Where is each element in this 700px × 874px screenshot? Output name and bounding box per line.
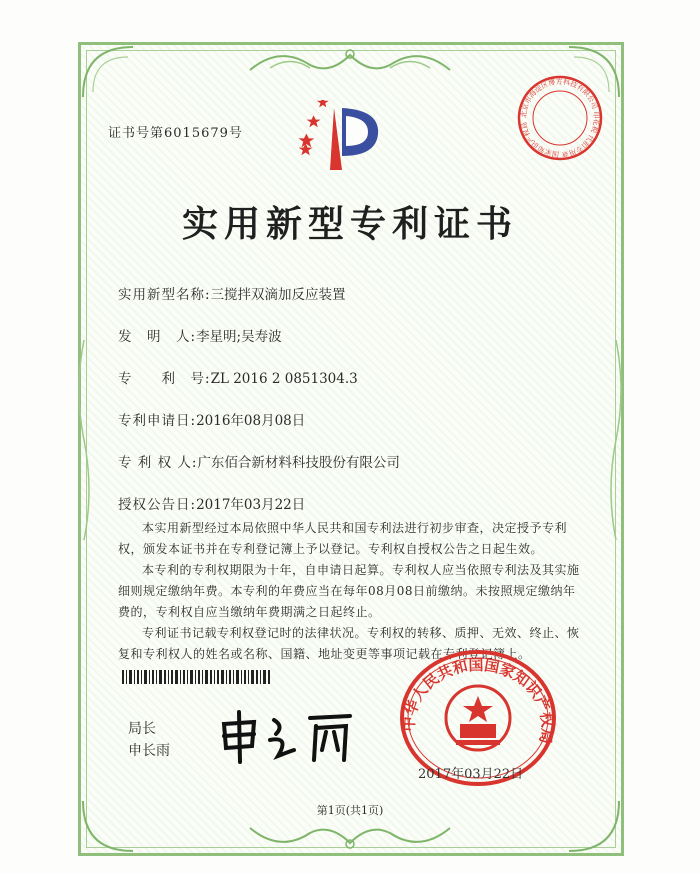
seal-outer-text: 中华人民共和国国家知识产权局	[399, 655, 557, 746]
field-filing-date	[118, 409, 305, 429]
stamp-duty-seal	[516, 74, 604, 162]
barcode-icon	[122, 670, 270, 684]
field-value: 2017年03月22日	[196, 497, 306, 513]
field-inventor	[118, 325, 282, 345]
field-patentee	[118, 451, 400, 471]
paragraph-legal-status: 专利证书记载专利权登记时的法律状况。专利权的转移、质押、无效、终止、恢复和专利权人的姓名或名称、国籍、地址变更等事项记载在专利登记簿上。	[118, 626, 580, 661]
field-label: 专 利 权 人:	[118, 455, 198, 471]
field-label: 专利申请日:	[118, 413, 197, 429]
field-label: 专 利 号:	[118, 371, 211, 387]
field-label: 授权公告日:	[118, 497, 197, 513]
field-label: 发 明 人:	[118, 329, 197, 345]
field-utility-model-name	[118, 283, 346, 303]
certificate-number: 证书号第6015679号	[108, 126, 243, 141]
field-value: 2016年08月08日	[196, 413, 306, 429]
handwritten-signature	[218, 706, 358, 766]
field-value: 三搅拌双滴加反应装置	[210, 287, 346, 303]
field-value: ZL 2016 2 0851304.3	[210, 371, 358, 387]
director-title: 局长	[128, 721, 156, 737]
certificate-title: 实用新型专利证书	[181, 203, 518, 245]
field-grant-date	[118, 493, 305, 513]
paragraph-term-statement: 本专利的专利权期限为十年，自申请日起算。专利权人应当依照专利法及其实施细则规定缴纳年费。本专利的年费应当在每年08月08日前缴纳。未按照规定缴纳年费的，专利权自应当缴纳年费期满之日起终止。	[118, 563, 580, 619]
cnipa-emblem-icon	[290, 100, 390, 180]
small-seal-text: 北京市海淀区博方科技有限公司 印花税 代扣专用章 国家知识产权局	[519, 77, 601, 159]
field-value: 广东佰合新材料科技股份有限公司	[197, 455, 400, 471]
field-patent-number	[118, 367, 358, 387]
page-footer: 第1页(共1页)	[316, 804, 384, 817]
field-value: 李星明;吴寿波	[196, 329, 282, 345]
paragraph-grant-statement: 本实用新型经过本局依照中华人民共和国专利法进行初步审查，决定授予专利权，颁发本证书并在专利登记簿上予以登记。专利权自授权公告之日起生效。	[118, 521, 568, 556]
seal-date: 2017年03月22日	[418, 767, 524, 782]
director-name: 申长雨	[128, 743, 170, 759]
field-label: 实用新型名称:	[118, 287, 211, 303]
